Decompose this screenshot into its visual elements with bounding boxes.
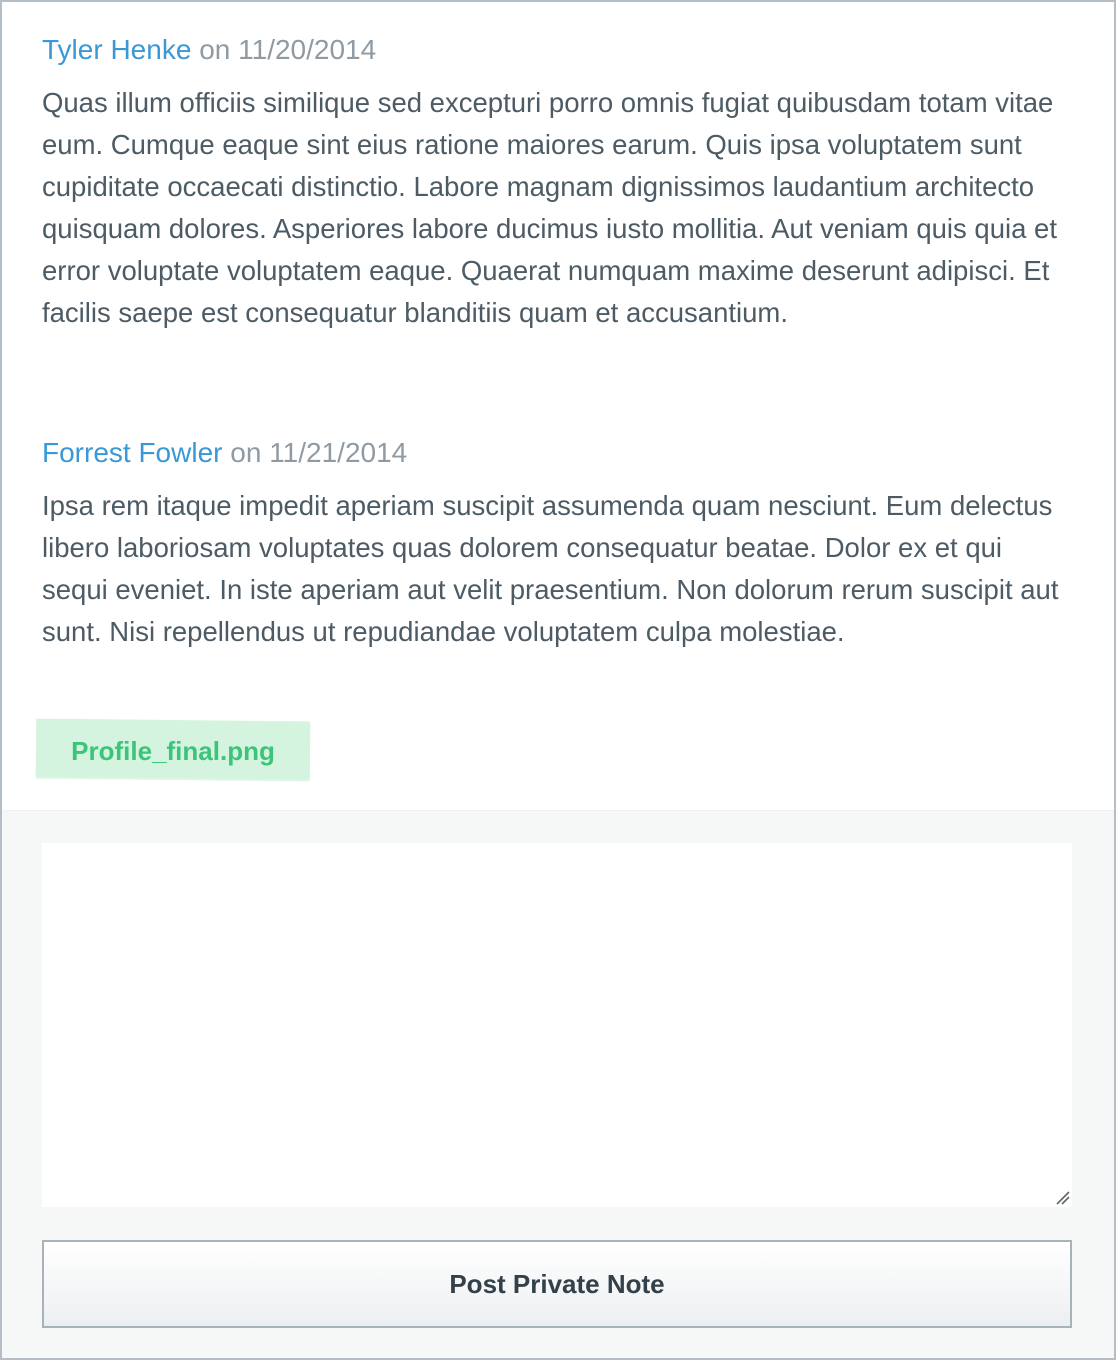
note-item (42, 32, 1074, 334)
notes-list (2, 2, 1114, 810)
note-meta (42, 32, 1074, 68)
note-date: 11/20/2014 (238, 34, 377, 65)
note-connector: on (199, 34, 231, 65)
note-connector: on (230, 437, 262, 468)
note-composer (2, 810, 1114, 1358)
note-author-link[interactable]: Tyler Henke (42, 34, 192, 65)
note-date: 11/21/2014 (269, 437, 408, 468)
private-note-input[interactable] (42, 843, 1072, 1207)
note-meta (42, 435, 1074, 471)
note-item (42, 435, 1074, 653)
attachment-link[interactable]: Profile_final.png (71, 736, 275, 766)
note-body: Quas illum officiis similique sed excepturi porro omnis fugiat quibusdam totam vitae eum. Cumque eaque sint eius ratione maiores earum. Quis ipsa voluptatem sunt cupiditate occaecati distinctio. Labore magnam dignissimos laudantium architecto quisquam dolores. Asperiores labore ducimus iusto mollitia. Aut veniam quis quia et error voluptate voluptatem eaque. Quaerat numquam maxime deserunt adipisci. Et facilis saepe est consequatur blanditiis quam et accusantium. (42, 87, 1057, 328)
resize-grip-icon[interactable] (1056, 1191, 1070, 1205)
note-body: Ipsa rem itaque impedit aperiam suscipit assumenda quam nesciunt. Eum delectus libero laboriosam voluptates quas dolorem consequatur beatae. Dolor ex et qui sequi eveniet. In iste aperiam aut velit praesentium. Non dolorum rerum suscipit aut sunt. Nisi repellendus ut repudiandae voluptatem culpa molestiae. (42, 490, 1059, 647)
note-author-link[interactable]: Forrest Fowler (42, 437, 223, 468)
post-private-note-button[interactable]: Post Private Note (42, 1240, 1072, 1328)
